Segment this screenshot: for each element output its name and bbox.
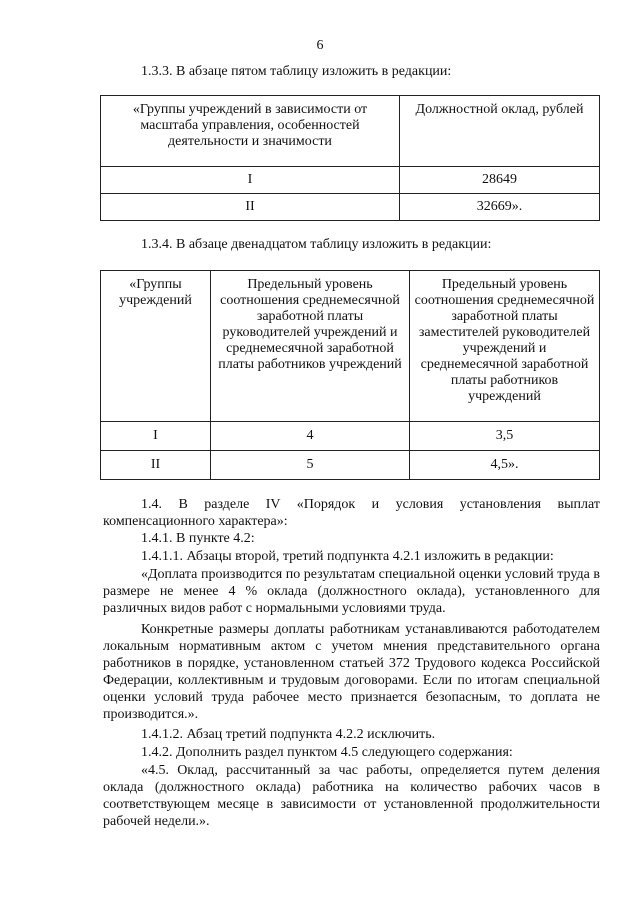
quote-paragraph-2: Конкретные размеры доплаты работникам устанавливаются работодателем локальным нормативным актом с учетом мнения представительного органа работников в порядке, установленном статьей 372 Трудового кодекса Российской Федерации, коллективным и трудовым договорами. Если по итогам специальной оценки условий труда рабочее место признается безопасным, то доплата не производится.». [103,622,600,722]
table2-header-deputies-ratio: Предельный уровень соотношения среднемесячной заработной платы заместителей руководителей учреждений и среднемесячной заработной платы работников учреждений [410,271,600,422]
table-row [101,422,600,451]
table2-cell: II [101,451,211,480]
table1-cell: 28649 [400,167,600,194]
table-row [101,451,600,480]
page-number: 6 [316,38,324,53]
table2-cell: 4 [211,422,410,451]
table1-cell: I [101,167,400,194]
table1-header-salary: Должностной оклад, рублей [400,96,600,167]
table2-cell: I [101,422,211,451]
table2-header-groups: «Группы учреждений [101,271,211,422]
table1-header-groups: «Группы учреждений в зависимости от масштаба управления, особенностей деятельности и значимости [101,96,400,167]
section-1-3-3-heading: 1.3.3. В абзаце пятом таблицу изложить в редакции: [141,64,452,79]
section-1-3-4-heading: 1.3.4. В абзаце двенадцатом таблицу изложить в редакции: [141,237,492,252]
table2-cell: 3,5 [410,422,600,451]
table1-cell: 32669». [400,194,600,221]
table-row [101,167,600,194]
quote-paragraph-1: «Доплата производится по результатам специальной оценки условий труда в размере не менее 4 % оклада (должностного оклада), установленного для различных видов работ с нормальными условиями труда. [103,567,600,616]
table1-cell: II [101,194,400,221]
table-salary-groups [100,95,600,221]
table-row [101,194,600,221]
paragraph-1-4-1-2: 1.4.1.2. Абзац третий подпункта 4.2.2 исключить. [141,727,436,742]
paragraph-1-4-1: 1.4.1. В пункте 4.2: [141,531,255,546]
table2-cell: 5 [211,451,410,480]
quote-paragraph-3: «4.5. Оклад, рассчитанный за час работы, определяется путем деления оклада (должностного оклада) работника на количество рабочих часов в соответствующем месяце в зависимости от установленной продолжительности рабочей недели.». [103,763,600,829]
table2-header-heads-ratio: Предельный уровень соотношения среднемесячной заработной платы руководителей учреждений и среднемесячной заработной платы работников учреждений [211,271,410,422]
paragraph-1-4: 1.4. В разделе IV «Порядок и условия установления выплат компенсационного характера»: [103,497,600,529]
table2-cell: 4,5». [410,451,600,480]
table-salary-ratio [100,270,600,480]
paragraph-1-4-1-1: 1.4.1.1. Абзацы второй, третий подпункта 4.2.1 изложить в редакции: [141,549,554,564]
paragraph-1-4-2: 1.4.2. Дополнить раздел пунктом 4.5 следующего содержания: [141,745,513,760]
